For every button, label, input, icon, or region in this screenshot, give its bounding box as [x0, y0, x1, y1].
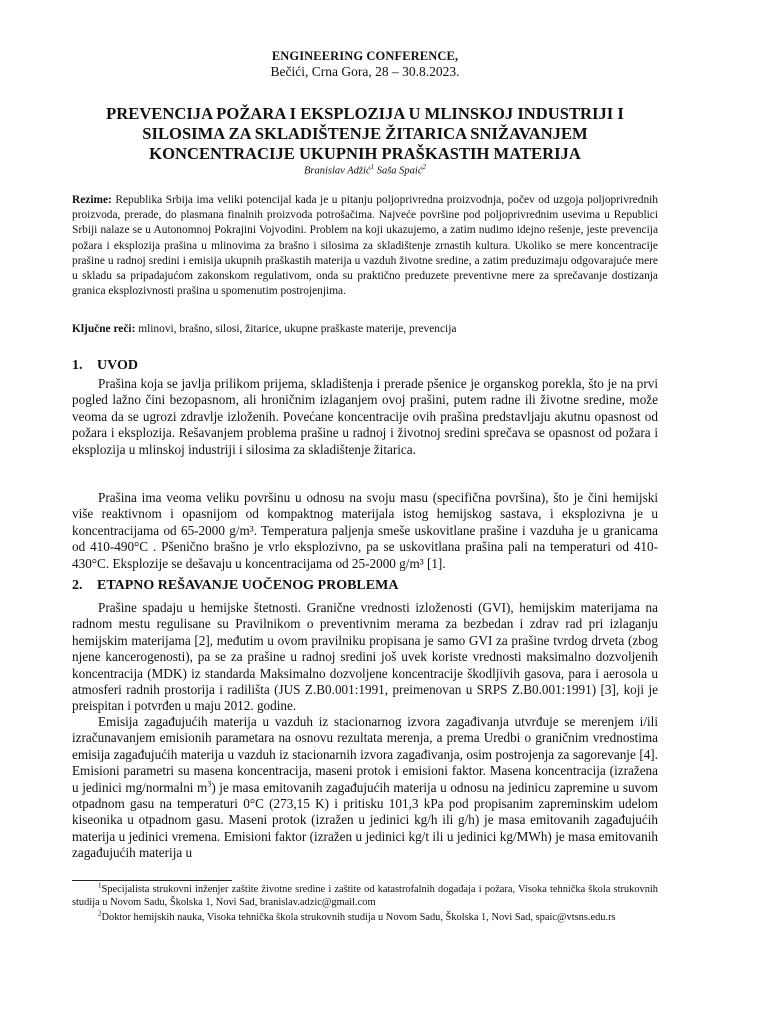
superscript-3: 3: [207, 779, 212, 789]
author-1-footnote-mark: 1: [370, 163, 375, 171]
abstract-text: Republika Srbija ima veliki potencijal kada je u pitanju poljoprivredna proizvodnja, počev od uzgoja poljoprivrednih proizvoda, prerade, do plasmana finalnih proizvoda potrošačima. Najveće površine pod poljoprivrednim usevima u Republici Srbiji nalaze se u Autonomnoj Pokrajini Vojvodini. Problem na koji ukazujemo, a zatim nudimo idejno rešenje, jeste prevencija požara i eksplozija prašina u mlinovima za brašno i silosima za skladištenje zrnastih kultura. Ukoliko se mere koncentracije prašine u radnoj sredini i emisija ukupnih praškastih materija u vazduh životne sredine, a zatim preduzimaju odgovarajuće mere u skladu sa pripadajućom zakonskom regulativom, onda su praktično preduzete preventivne mere za sprečavanje dostizanja granica eksplozivnosti prašina u spomenutim postrojenjima.: [72, 194, 658, 298]
footnote-divider: [72, 880, 232, 881]
footnote-1: [72, 881, 658, 910]
conference-place-date: Bečići, Crna Gora, 28 – 30.8.2023.: [270, 64, 460, 79]
footnote-2: [72, 909, 658, 925]
abstract: [72, 193, 658, 299]
title-line-3: KONCENTRACIJE UKUPNIH PRAŠKASTIH MATERIJA: [149, 144, 581, 163]
section-2-paragraph-1: Prašine spadaju u hemijske štetnosti. Granične vrednosti izloženosti (GVI), hemijskim materijama na radnom mestu regulisane su Pravilnikom o preventivnim merama za bezbedan i zdrav rad pri izlaganju hemijskim materijama [2], međutim u ovom pravilniku propisana je samo GVI za prašine tvrdog drveta (zbog njene kancerogenosti), pa se za prašine u radnoj sredini još uvek koriste vrednosti maksimalno dozvoljenih koncentracija (MDK) iz standarda Maksimalno dozvoljene koncentracije škodljivih gasova, para i aerosola u atmosferi radnih prostorija i radilišta (JUS Z.B0.001:1991, preimenovan u SRPS Z.B0.001:1991) [3], koji je preispitan i potvrđen u maju 2012. godine.: [72, 600, 658, 714]
keywords: [72, 323, 658, 335]
section-1-number: 1.: [72, 358, 83, 373]
footnote-1-mark: 1: [98, 881, 102, 890]
footnote-1-text: Specijalista strukovni inženjer zaštite životne sredine i zaštite od katastrofalnih događaja i požara, Visoka tehnička škola strukovnih studija u Novom Sadu, Školska 1, Novi Sad, branislav.adzic@gmail.com: [72, 884, 658, 908]
author-2: Saša Spaić: [376, 165, 423, 177]
keywords-text: mlinovi, brašno, silosi, žitarice, ukupne praškaste materije, prevencija: [138, 323, 457, 335]
title-line-1: PREVENCIJA POŽARA I EKSPLOZIJA U MLINSKOJ INDUSTRIJI I: [106, 104, 624, 123]
authors: [72, 163, 658, 177]
footnote-2-text: Doktor hemijskih nauka, Visoka tehnička škola strukovnih studija u Novom Sadu, Školska 1, Novi Sad, spaic@vtsns.edu.rs: [101, 912, 616, 923]
abstract-label: Rezime:: [72, 194, 112, 206]
section-2-paragraph-2-part-a: Emisija zagađujućih materija u vazduh iz stacionarnog izvora zagađivanja utvrđuje se merenjem i/ili izračunavanjem emisionih parametara na osnovu rezultata merenja, a prema Uredbi o graničnim vrednostima emisija zagađujućih materija u vazduh iz stacionarnih izvora zagađivanja, osim postrojenja za sagorevanje [4]. Emisioni parametri su masena koncentracija, maseni protok i emisioni faktor. Masena koncentracija (izražena u jedinici mg/normalni m: [72, 714, 658, 795]
section-1-paragraph-1: Prašina koja se javlja prilikom prijema, skladištenja i prerade pšenice je organskog porekla, što je na prvi pogled lažno čini bezopasnom, ali hroničnim izlaganjem ovoj prašini, putem radne ili životne sredine, može veoma da se ugrozi zdravlje izloženih. Povećane koncentracije ovih prašina predstavljaju akutnu opasnost od požara i eksplozija. Rešavanjem problema prašine u radnoj i životnoj sredini sprečava se opasnost od požara i eksplozija u mlinskoj industriji i silosima za skladištenje žitarica.: [72, 376, 658, 457]
title-line-2: SILOSIMA ZA SKLADIŠTENJE ŽITARICA SNIŽAVANJEM: [142, 124, 588, 143]
author-1: Branislav Adžić: [303, 165, 371, 177]
section-1-title: UVOD: [97, 358, 138, 373]
section-2-number: 2.: [72, 578, 83, 593]
section-2-paragraph-2: [72, 714, 658, 862]
section-1-paragraph-2: Prašina ima veoma veliku površinu u odnosu na svoju masu (specifična površina), što je čini hemijski više reaktivnom i opasnijom od kompaktnog materijala istog hemijskog sastava, i eksplozivna je u koncentracijama od 65-2000 g/m³. Temperatura paljenja smeše uskovitlane prašine i vazduha je u granicama od 410-490°C . Pšenično brašno je vrlo eksplozivno, pa se uskovitlana prašina pali na temperaturi od 410-430°C. Eksplozije se dešavaju u koncentracijama od 25-2000 g/m³ [1].: [72, 490, 658, 571]
paper-title: [72, 104, 658, 164]
section-2-paragraph-2-part-b: ) je masa emitovanih zagađujućih materija u odnosu na jedinicu zapremine u suvom otpadnom gasu na temperaturi 0°C (273,15 K) i pritisku 101,3 kPa pod propisanim zapreminskim udelom kiseonika u otpadnom gasu. Maseni protok (izražen u jedinici kg/h ili g/h) je masa emitovanih zagađujućih materija u jedinici vremena. Emisioni faktor (izražen u jedinici kg/t ili u jedinici kg/MWh) je masa emitovanih zagađujućih materija u: [72, 779, 658, 861]
section-heading-2: [72, 578, 398, 594]
section-heading-1: [72, 358, 138, 374]
author-2-footnote-mark: 2: [422, 163, 427, 171]
conference-name: ENGINEERING CONFERENCE,: [271, 49, 459, 63]
section-2-title: ETAPNO REŠAVANJE UOČENOG PROBLEMA: [97, 578, 399, 593]
keywords-label: Ključne reči:: [72, 323, 136, 335]
footnote-2-mark: 2: [98, 909, 102, 918]
